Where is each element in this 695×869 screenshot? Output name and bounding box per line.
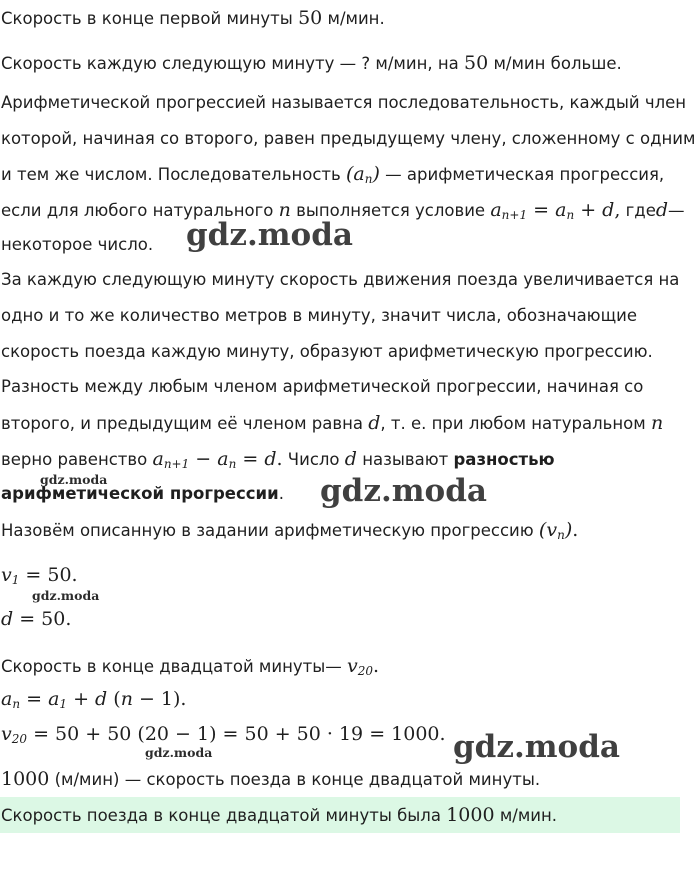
text-line-14: арифметической прогрессии. (1, 484, 284, 503)
text-line-7: некоторое число. (1, 235, 154, 254)
watermark-logo: gdz.moda (186, 217, 353, 253)
text-line-9: одно и то же количество метров в минуту, значит числа, обозначающие (1, 306, 637, 325)
text-line-10: скорость поезда каждую минуту, образуют арифметическую прогрессию. (1, 342, 653, 361)
watermark-logo-small: gdz.moda (145, 745, 213, 760)
math-v20: $v_{20}$. (347, 655, 380, 678)
text-line-13: верно равенство $a_{n+1} - a_n = d$. Число d называют разностью (1, 448, 555, 471)
math-condition: $a_{n+1} = a_n + d$, (490, 199, 621, 222)
math-d: d = 50. (1, 608, 72, 630)
text-line-1: Скорость в конце первой минуты 50 м/мин. (1, 7, 385, 29)
watermark-logo-small: gdz.moda (32, 588, 100, 603)
text-line-8: За каждую следующую минуту скорость движения поезда увеличивается на (1, 270, 680, 289)
math-v1: $v_1 = 50$. (1, 564, 78, 587)
math-vn: $(v_n)$. (538, 519, 579, 542)
text-line-18: Скорость в конце двадцатой минуты— $v_{20}$. (1, 655, 380, 678)
text-line-11: Разность между любым членом арифметической прогрессии, начиная со (1, 377, 644, 396)
text-line-21: 1000 (м/мин) — скорость поезда в конце двадцатой минуты. (1, 768, 541, 790)
math-formula: $a_n = a_1 + d$ (n − 1). (1, 688, 187, 711)
math-difference: $a_{n+1} - a_n = d$. (152, 448, 283, 471)
text-line-4: которой, начиная со второго, равен предыдущему члену, сложенному с одним (1, 129, 695, 148)
text-line-5: и тем же числом. Последовательность $(a_n)$ — арифметическая прогрессия, (1, 163, 665, 186)
text-line-6: если для любого натурального n выполняется условие $a_{n+1} = a_n + d$, гдеd— (1, 199, 685, 222)
text-line-15: Назовём описанную в задании арифметическую прогрессию $(v_n)$. (1, 519, 579, 542)
text-line-2: Скорость каждую следующую минуту — ? м/мин, на 50 м/мин больше. (1, 52, 622, 74)
watermark-logo: gdz.moda (320, 473, 487, 509)
answer-text: Скорость поезда в конце двадцатой минуты была 1000 м/мин. (1, 804, 558, 826)
math-an-sequence: $(a_n)$ (346, 163, 380, 186)
watermark-logo-small: gdz.moda (40, 472, 108, 487)
text-line-12: второго, и предыдущим её членом равна d, т. е. при любом натуральном n (1, 412, 664, 434)
text-line-3: Арифметической прогрессией называется последовательность, каждый член (1, 93, 687, 112)
watermark-logo: gdz.moda (453, 729, 620, 765)
math-calculation: $v_{20} = 50 + 50$ (20 − 1) = 50 + 50 · 19 = 1000. (1, 723, 446, 746)
